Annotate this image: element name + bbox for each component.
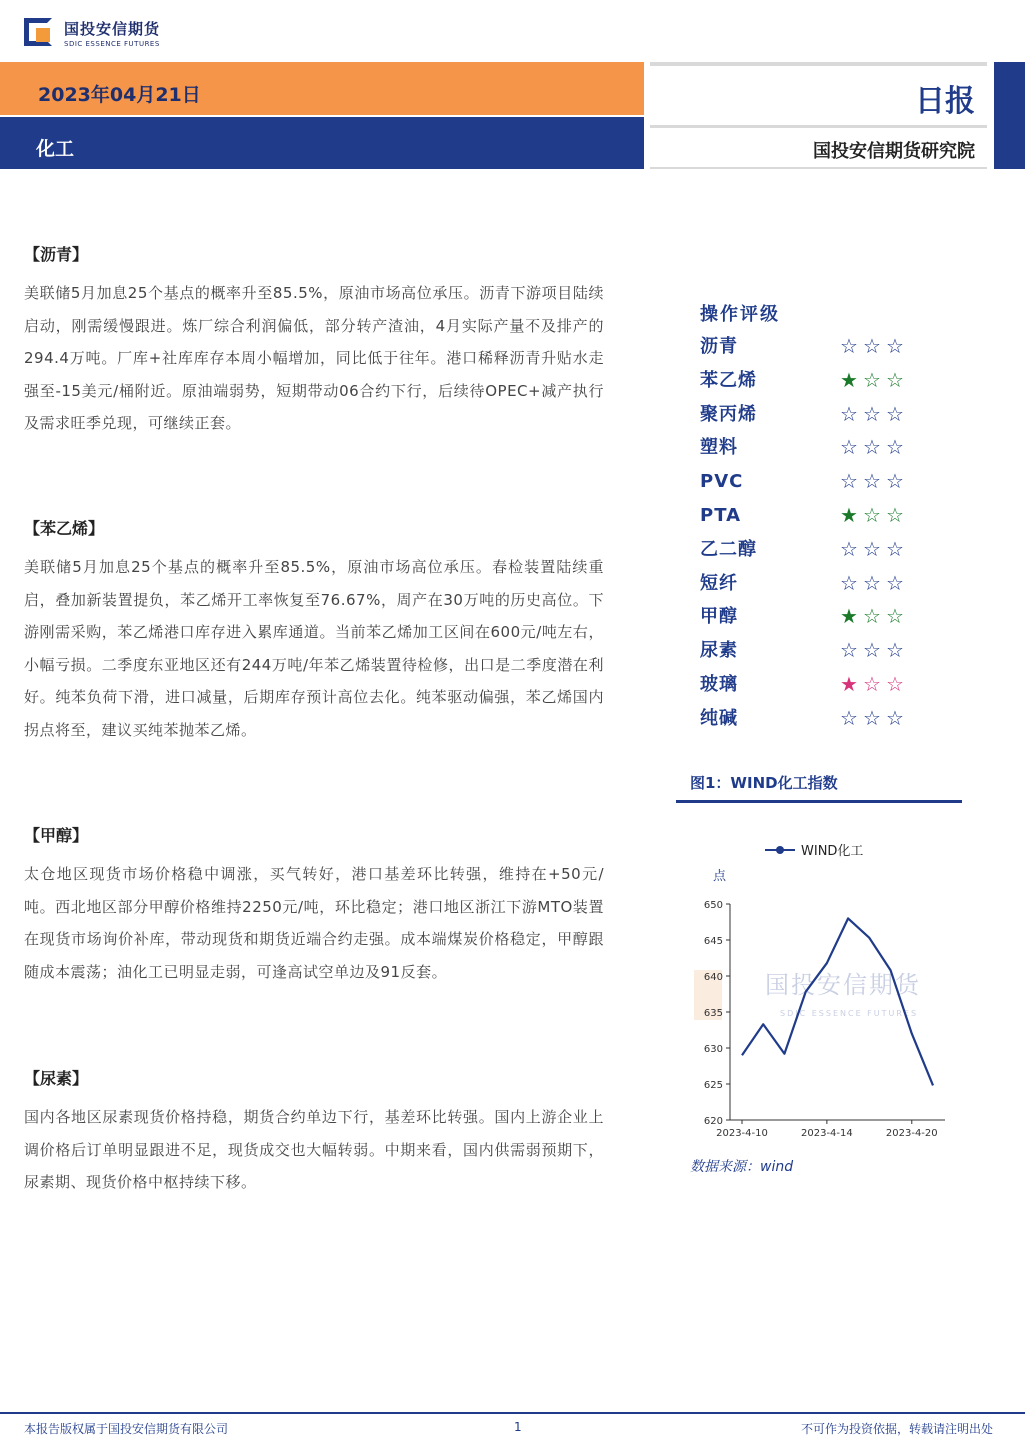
star-outline-icon: ☆ bbox=[840, 401, 859, 426]
rating-row bbox=[700, 668, 940, 702]
star-outline-icon: ☆ bbox=[840, 705, 859, 730]
header-accent-strip bbox=[994, 62, 1025, 169]
y-tick-label: 650 bbox=[703, 900, 723, 911]
star-outline-icon: ☆ bbox=[840, 570, 859, 595]
x-tick-label: 2023-4-20 bbox=[885, 1128, 938, 1139]
y-tick-label: 640 bbox=[703, 972, 723, 983]
rating-stars bbox=[838, 398, 907, 432]
star-outline-icon: ☆ bbox=[886, 536, 905, 561]
figure-source: 数据来源：wind bbox=[690, 1159, 794, 1175]
star-outline-icon: ☆ bbox=[863, 570, 882, 595]
logo-cn-text: 国投安信期货 bbox=[64, 20, 161, 38]
series-line-wind-chem bbox=[742, 918, 933, 1085]
star-filled-icon: ★ bbox=[840, 367, 859, 392]
y-tick-label: 630 bbox=[703, 1044, 723, 1055]
wind-chem-index-chart bbox=[680, 830, 970, 1150]
star-outline-icon: ☆ bbox=[840, 435, 859, 460]
rating-stars bbox=[838, 567, 907, 601]
section-methanol bbox=[24, 824, 604, 988]
rating-row bbox=[700, 364, 940, 398]
rating-panel-title: 操作评级 bbox=[700, 304, 780, 325]
logo-mark-icon bbox=[24, 18, 56, 50]
rating-name: 甲醇 bbox=[700, 606, 738, 628]
section-title: 【苯乙烯】 bbox=[24, 519, 105, 538]
star-outline-icon: ☆ bbox=[886, 570, 905, 595]
logo-en-text: SDIC ESSENCE FUTURES bbox=[64, 40, 160, 48]
rating-stars bbox=[838, 668, 907, 702]
rating-name: PVC bbox=[700, 471, 744, 493]
section-banner bbox=[0, 117, 644, 169]
rating-row bbox=[700, 533, 940, 567]
star-outline-icon: ☆ bbox=[886, 604, 905, 629]
rating-stars bbox=[838, 533, 907, 567]
header-divider bbox=[650, 125, 987, 128]
rating-row bbox=[700, 634, 940, 668]
page-number: 1 bbox=[514, 1420, 522, 1434]
star-outline-icon: ☆ bbox=[886, 638, 905, 663]
star-outline-icon: ☆ bbox=[840, 334, 859, 358]
star-filled-icon: ★ bbox=[840, 671, 859, 696]
star-outline-icon: ☆ bbox=[886, 469, 905, 494]
star-outline-icon: ☆ bbox=[863, 638, 882, 663]
chart-watermark-en: SDIC ESSENCE FUTURES bbox=[780, 1009, 919, 1018]
rating-row bbox=[700, 465, 940, 499]
section-body: 国内各地区尿素现货价格持稳，期货合约单边下行，基差环比转强。国内上游企业上调价格后订单明显跟进不足，现货成交也大幅转弱。中期来看，国内供需弱预期下，尿素期、现货价格中枢持续下移。 bbox=[24, 1108, 604, 1191]
rating-stars bbox=[838, 431, 907, 465]
rating-stars bbox=[838, 702, 907, 736]
star-outline-icon: ☆ bbox=[886, 705, 905, 730]
star-outline-icon: ☆ bbox=[863, 671, 882, 696]
rating-stars bbox=[838, 499, 907, 533]
star-outline-icon: ☆ bbox=[863, 604, 882, 629]
y-tick-label: 635 bbox=[703, 1008, 723, 1019]
star-outline-icon: ☆ bbox=[863, 536, 882, 561]
rating-panel bbox=[700, 300, 940, 736]
figure-rule bbox=[676, 800, 962, 803]
report-date: 2023年04月21日 bbox=[38, 84, 201, 106]
star-outline-icon: ☆ bbox=[863, 435, 882, 460]
header-divider bbox=[650, 167, 987, 169]
rating-row bbox=[700, 330, 940, 364]
footer-rule bbox=[0, 1412, 1025, 1414]
y-axis-label: 点 bbox=[713, 869, 727, 884]
star-outline-icon: ☆ bbox=[863, 334, 882, 358]
section-body: 美联储5月加息25个基点的概率升至85.5%，原油市场高位承压。春检装置陆续重启，叠加新装置提负，苯乙烯开工率恢复至76.67%，周产在30万吨的历史高位。下游刚需采购，苯乙烯港口库存进入累库通道。当前苯乙烯加工区间在600元/吨左右，小幅亏损。二季度东亚地区还有244万吨/年苯乙烯装置待检修，出口是二季度潜在利好。纯苯负荷下滑，进口减量，后期库存预计高位去化。纯苯驱动偏强，苯乙烯国内拐点将至，建议买纯苯抛苯乙烯。 bbox=[24, 558, 604, 739]
rating-stars bbox=[838, 465, 907, 499]
x-tick-label: 2023-4-10 bbox=[716, 1128, 768, 1139]
rating-name: 尿素 bbox=[700, 640, 738, 662]
rating-name: 塑料 bbox=[700, 437, 738, 459]
star-outline-icon: ☆ bbox=[863, 705, 882, 730]
rating-name: 苯乙烯 bbox=[700, 369, 757, 391]
star-outline-icon: ☆ bbox=[863, 469, 882, 494]
footer-copyright: 本报告版权属于国投安信期货有限公司 bbox=[24, 1422, 229, 1436]
star-outline-icon: ☆ bbox=[886, 401, 905, 426]
rating-name: 纯碱 bbox=[700, 707, 738, 729]
rating-name: 聚丙烯 bbox=[700, 403, 757, 425]
star-outline-icon: ☆ bbox=[886, 367, 905, 392]
star-filled-icon: ★ bbox=[840, 502, 859, 527]
section-urea bbox=[24, 1067, 604, 1199]
rating-stars bbox=[838, 364, 907, 398]
y-tick-label: 620 bbox=[703, 1116, 723, 1127]
star-outline-icon: ☆ bbox=[840, 469, 859, 494]
star-outline-icon: ☆ bbox=[886, 334, 905, 358]
star-outline-icon: ☆ bbox=[886, 671, 905, 696]
section-title: 【甲醇】 bbox=[24, 826, 89, 845]
star-outline-icon: ☆ bbox=[886, 435, 905, 460]
section-body: 太仓地区现货市场价格稳中调涨，买气转好，港口基差环比转强，维持在+50元/吨。西北地区部分甲醇价格维持2250元/吨，环比稳定；港口地区浙江下游MTO装置在现货市场询价补库，带动现货和期货近端合约走强。成本端煤炭价格稳定，甲醇跟随成本震荡；油化工已明显走弱，可逢高试空单边及91反套。 bbox=[24, 865, 604, 981]
rating-row bbox=[700, 499, 940, 533]
report-type: 日报 bbox=[915, 84, 975, 119]
rating-row bbox=[700, 431, 940, 465]
y-tick-label: 645 bbox=[703, 936, 723, 947]
star-filled-icon: ★ bbox=[840, 604, 859, 629]
rating-stars bbox=[838, 634, 907, 668]
star-outline-icon: ☆ bbox=[840, 638, 859, 663]
header-divider bbox=[650, 62, 987, 66]
section-asphalt bbox=[24, 243, 604, 440]
rating-name: 短纤 bbox=[700, 572, 738, 594]
rating-name: 沥青 bbox=[700, 336, 738, 357]
star-outline-icon: ☆ bbox=[863, 502, 882, 527]
rating-name: PTA bbox=[700, 504, 742, 526]
section-styrene bbox=[24, 517, 604, 746]
star-outline-icon: ☆ bbox=[840, 536, 859, 561]
x-tick-label: 2023-4-14 bbox=[801, 1128, 853, 1139]
star-outline-icon: ☆ bbox=[863, 367, 882, 392]
rating-row bbox=[700, 398, 940, 432]
section-body: 美联储5月加息25个基点的概率升至85.5%，原油市场高位承压。沥青下游项目陆续启动，刚需缓慢跟进。炼厂综合利润偏低，部分转产渣油，4月实际产量不及排产的294.4万吨。厂库+社库库存本周小幅增加，同比低于往年。港口稀释沥青升贴水走强至-15美元/桶附近。原油端弱势，短期带动06合约下行，后续待OPEC+减产执行及需求旺季兑现，可继续正套。 bbox=[24, 284, 604, 432]
rating-stars bbox=[838, 330, 907, 364]
star-outline-icon: ☆ bbox=[863, 401, 882, 426]
figure-title: 图1：WIND化工指数 bbox=[690, 774, 838, 792]
institute-name: 国投安信期货研究院 bbox=[813, 141, 975, 162]
rating-row bbox=[700, 600, 940, 634]
chart-watermark: 国投安信期货 bbox=[765, 971, 921, 999]
star-outline-icon: ☆ bbox=[886, 502, 905, 527]
section-title: 【尿素】 bbox=[24, 1069, 89, 1088]
rating-row bbox=[700, 702, 940, 736]
rating-row bbox=[700, 567, 940, 601]
section-title: 【沥青】 bbox=[24, 245, 89, 264]
legend-marker bbox=[776, 846, 784, 854]
y-tick-label: 625 bbox=[703, 1080, 723, 1091]
footer-disclaimer: 不可作为投资依据，转载请注明出处 bbox=[800, 1422, 993, 1436]
rating-name: 乙二醇 bbox=[700, 538, 757, 560]
company-logo bbox=[24, 16, 194, 56]
rating-stars bbox=[838, 600, 907, 634]
legend-label: WIND化工 bbox=[801, 844, 864, 859]
report-section: 化工 bbox=[36, 138, 75, 160]
rating-name: 玻璃 bbox=[700, 673, 738, 695]
